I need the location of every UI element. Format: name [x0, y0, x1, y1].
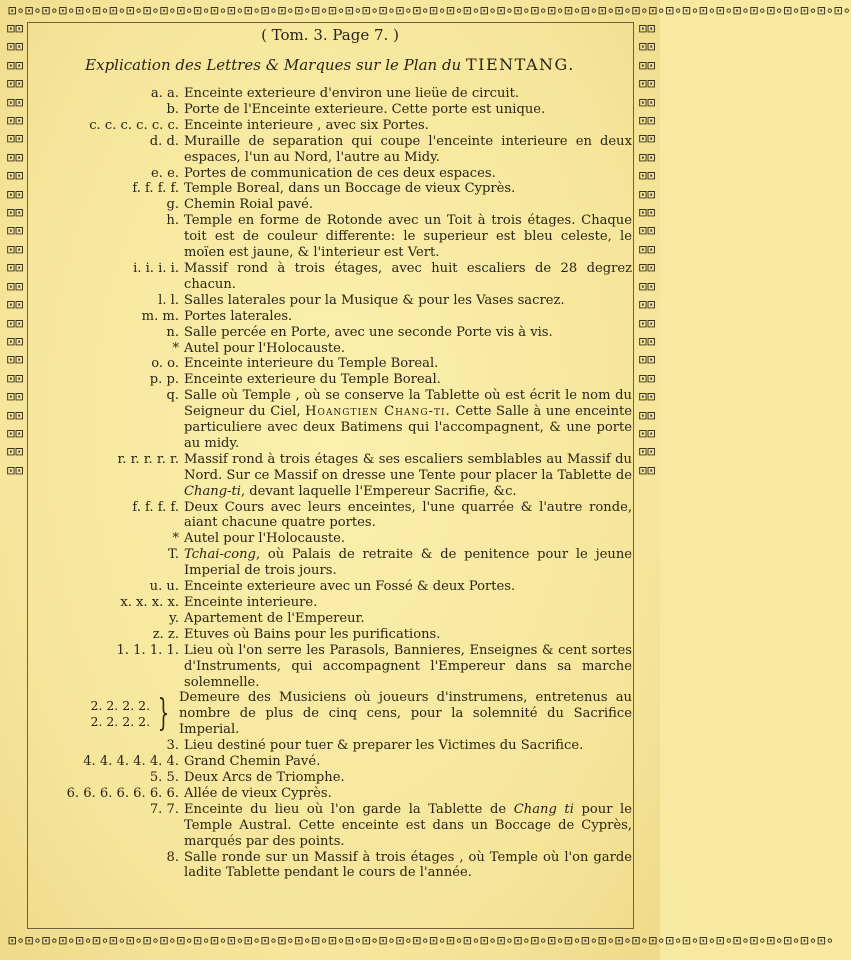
entry-text: Autel pour l'Holocauste. [184, 340, 345, 356]
entry-text: Enceinte interieure du Temple Boreal. [184, 356, 439, 372]
entry-text: Porte de l'Enceinte exterieure. Cette porte est unique. [184, 101, 546, 117]
entry-text: Portes laterales. [184, 308, 293, 324]
entry-key: 6. 6. 6. 6. 6. 6. 6. [66, 785, 179, 801]
entry-text-part: Cette Salle à une enceinte particuliere avec deux Batimens qui l'accompagnent, & une porte au midy. [184, 404, 633, 451]
entry-key: z. z. [152, 626, 179, 642]
entry-key: p. p. [149, 372, 179, 388]
entry-text: Enceinte interieure , avec six Portes. [184, 117, 429, 133]
entry-key: d. d. [149, 133, 179, 149]
legend-entry [30, 579, 632, 595]
entry-key: T. [168, 547, 179, 563]
entry-key: y. [169, 610, 179, 626]
legend-entry [30, 500, 632, 532]
left-ornamental-border: ⊡⊡⊡⊡⊡⊡⊡⊡⊡⊡⊡⊡⊡⊡⊡⊡⊡⊡⊡⊡⊡⊡⊡⊡⊡⊡⊡⊡⊡⊡⊡⊡⊡⊡⊡⊡⊡⊡⊡⊡⊡⊡⊡⊡⊡⊡⊡⊡⊡⊡ [6, 21, 24, 479]
legend-entry [30, 547, 632, 579]
legend-entry [30, 643, 632, 691]
entry-key: 5. 5. [149, 769, 179, 785]
entry-key: f. f. f. f. [132, 499, 179, 515]
legend-entry [30, 531, 632, 547]
title-place: TIENTANG. [466, 55, 575, 74]
entry-key: 8. [166, 849, 179, 865]
legend-entry [30, 134, 632, 166]
title-prefix: Explication des Lettres & Marques sur le Plan du [85, 56, 462, 74]
entry-text: Deux Cours avec leurs enceintes, l'une quarrée & l'autre ronde, aiant chacune quatre portes. [184, 499, 632, 531]
entry-key: g. [166, 197, 179, 213]
entry-key: h. [166, 213, 179, 229]
entry-text-part: Massif rond à trois étages & ses escaliers semblables au Massif du Nord. Sur ce Massif on dresse une Tente pour placer la Tablette de [184, 451, 632, 483]
entry-key-bracketed [30, 690, 179, 738]
legend-entry [30, 850, 632, 882]
entry-key: m. m. [141, 308, 179, 324]
entry-key: e. e. [151, 165, 179, 181]
bottom-ornamental-border: ⊡∘⊡∘⊡∘⊡∘⊡∘⊡∘⊡∘⊡∘⊡∘⊡∘⊡∘⊡∘⊡∘⊡∘⊡∘⊡∘⊡∘⊡∘⊡∘⊡∘⊡∘⊡∘⊡∘⊡∘⊡∘⊡∘⊡∘⊡∘⊡∘⊡∘⊡∘⊡∘⊡∘⊡∘⊡∘⊡∘⊡∘⊡∘⊡∘⊡∘⊡∘⊡∘⊡∘⊡∘⊡∘⊡∘⊡∘⊡∘⊡∘ [8, 933, 835, 949]
legend-entry [30, 213, 632, 261]
entry-key: 3. [166, 738, 179, 754]
legend-entry [30, 86, 632, 102]
legend-entry [30, 341, 632, 357]
entry-text: Salle percée en Porte, avec une seconde Porte vis à vis. [184, 324, 553, 340]
entry-text: Temple en forme de Rotonde avec un Toit à trois étages. Chaque toit est de couleur differente: le superieur est bleu celeste, le moïen est jaune, & l'interieur est Vert. [184, 213, 632, 261]
legend-entry [30, 261, 632, 293]
entry-key: o. o. [151, 356, 179, 372]
entry-key: r. r. r. r. r. [117, 451, 179, 467]
entry-text: Autel pour l'Holocauste. [184, 531, 345, 547]
entry-text: Massif rond à trois étages, avec huit escaliers de 28 degrez chacun. [184, 260, 632, 292]
entry-italic-name: Tchai-cong [184, 547, 256, 563]
legend-entry [30, 197, 632, 213]
legend-entry [30, 786, 632, 802]
page-header: ( Tom. 3. Page 7. ) [261, 26, 399, 44]
entry-key: l. l. [158, 292, 179, 308]
entry-smallcaps-name: Hoangtien Chang-ti. [305, 404, 451, 420]
entry-text: Apartement de l'Empereur. [184, 610, 365, 626]
legend-entry [30, 595, 632, 611]
entry-text [184, 547, 632, 579]
entry-text: Allée de vieux Cyprès. [184, 785, 332, 801]
legend-entry [30, 181, 632, 197]
legend-entry [30, 356, 632, 372]
legend-entry [30, 372, 632, 388]
entry-key: c. c. c. c. c. c. [89, 117, 179, 133]
brace-icon: } [157, 693, 170, 735]
entry-text: Salles laterales pour la Musique & pour les Vases sacrez. [184, 292, 565, 308]
legend-entry [30, 452, 632, 500]
entry-key: q. [166, 388, 179, 404]
entry-text: Chemin Roial pavé. [184, 197, 313, 213]
entry-text: Enceinte exterieure d'environ une lieüe de circuit. [184, 86, 519, 101]
legend-entry [30, 118, 632, 134]
legend-entry [30, 388, 632, 452]
legend-entry [30, 770, 632, 786]
legend-entry [30, 309, 632, 325]
entry-key: 7. 7. [149, 801, 179, 817]
entry-text: Demeure des Musiciens où joueurs d'instrumens, entretenus au nombre de plus de cinq cens, pour la solemnité du Sacrifice Imperial. [179, 690, 632, 738]
entry-key: a. a. [150, 86, 179, 101]
entry-text: Enceinte exterieure avec un Fossé & deux Portes. [184, 579, 516, 595]
legend-entry [30, 738, 632, 754]
entry-text: Portes de communication de ces deux espaces. [184, 165, 496, 181]
page-title [0, 55, 660, 74]
entry-text: Grand Chemin Pavé. [184, 754, 321, 770]
entry-key: * [172, 340, 179, 356]
top-ornamental-border: ⊡∘⊡∘⊡∘⊡∘⊡∘⊡∘⊡∘⊡∘⊡∘⊡∘⊡∘⊡∘⊡∘⊡∘⊡∘⊡∘⊡∘⊡∘⊡∘⊡∘⊡∘⊡∘⊡∘⊡∘⊡∘⊡∘⊡∘⊡∘⊡∘⊡∘⊡∘⊡∘⊡∘⊡∘⊡∘⊡∘⊡∘⊡∘⊡∘⊡∘⊡∘⊡∘⊡∘⊡∘⊡∘⊡∘⊡∘⊡∘⊡∘⊡∘ [8, 3, 851, 19]
entry-text-part: Enceinte du lieu où l'on garde la Tablette de [184, 801, 507, 817]
entry-text: Muraille de separation qui coupe l'enceinte interieure en deux espaces, l'un au Nord, l'autre au Midy. [184, 133, 632, 165]
entry-key: 4. 4. 4. 4. 4. 4. [83, 754, 179, 770]
entry-text-part: , devant laquelle l'Empereur Sacrifie, &c. [240, 483, 517, 499]
legend-entry [30, 293, 632, 309]
legend-list [30, 86, 632, 881]
legend-entry [30, 611, 632, 627]
entry-italic-name: Chang ti [513, 801, 574, 817]
entry-text: Temple Boreal, dans un Boccage de vieux Cyprès. [184, 181, 516, 197]
entry-text: Lieu destiné pour tuer & preparer les Victimes du Sacrifice. [184, 738, 584, 754]
legend-entry [30, 690, 632, 738]
legend-entry [30, 102, 632, 118]
entry-text-part: , où Palais de retraite & de penitence pour le jeune Imperial de trois jours. [184, 547, 632, 579]
entry-text [184, 802, 632, 850]
entry-key-line: 2. 2. 2. 2. [90, 714, 151, 730]
legend-entry [30, 754, 632, 770]
entry-text [184, 388, 632, 452]
entry-text-part: Salle où Temple , où se conserve la Tablette où est écrit le nom du Seigneur du Ciel, [184, 388, 632, 420]
entry-text: Enceinte exterieure du Temple Boreal. [184, 372, 441, 388]
entry-text: Enceinte interieure. [184, 595, 318, 610]
entry-key: b. [166, 101, 179, 117]
entry-text [184, 452, 632, 500]
entry-text: Salle ronde sur un Massif à trois étages , où Temple où l'on garde ladite Tablette pendant le cours de l'année. [184, 849, 632, 881]
entry-text: Deux Arcs de Triomphe. [184, 769, 345, 785]
entry-key: i. i. i. i. [133, 260, 179, 276]
entry-key: n. [166, 324, 179, 340]
legend-entry [30, 325, 632, 341]
legend-entry [30, 166, 632, 182]
entry-key: f. f. f. f. [132, 181, 179, 197]
legend-entry [30, 802, 632, 850]
entry-key-line: 2. 2. 2. 2. [90, 698, 151, 714]
entry-key: x. x. x. x. [120, 595, 179, 610]
entry-key: 1. 1. 1. 1. [116, 642, 179, 658]
entry-key: u. u. [149, 579, 179, 595]
entry-text-part: pour le Temple Austral. Cette enceinte est dans un Boccage de Cyprès, marqués par des points. [184, 801, 632, 849]
right-ornamental-border: ⊡⊡⊡⊡⊡⊡⊡⊡⊡⊡⊡⊡⊡⊡⊡⊡⊡⊡⊡⊡⊡⊡⊡⊡⊡⊡⊡⊡⊡⊡⊡⊡⊡⊡⊡⊡⊡⊡⊡⊡⊡⊡⊡⊡⊡⊡⊡⊡⊡⊡ [638, 21, 656, 479]
entry-key: * [172, 531, 179, 547]
legend-entry [30, 627, 632, 643]
entry-text: Lieu où l'on serre les Parasols, Bannieres, Enseignes & cent sortes d'Instruments, qui accompagnent l'Empereur dans sa marche solemnelle. [184, 642, 632, 690]
entry-italic-name: Chang-ti [184, 483, 241, 499]
entry-text: Etuves où Bains pour les purifications. [184, 626, 441, 642]
